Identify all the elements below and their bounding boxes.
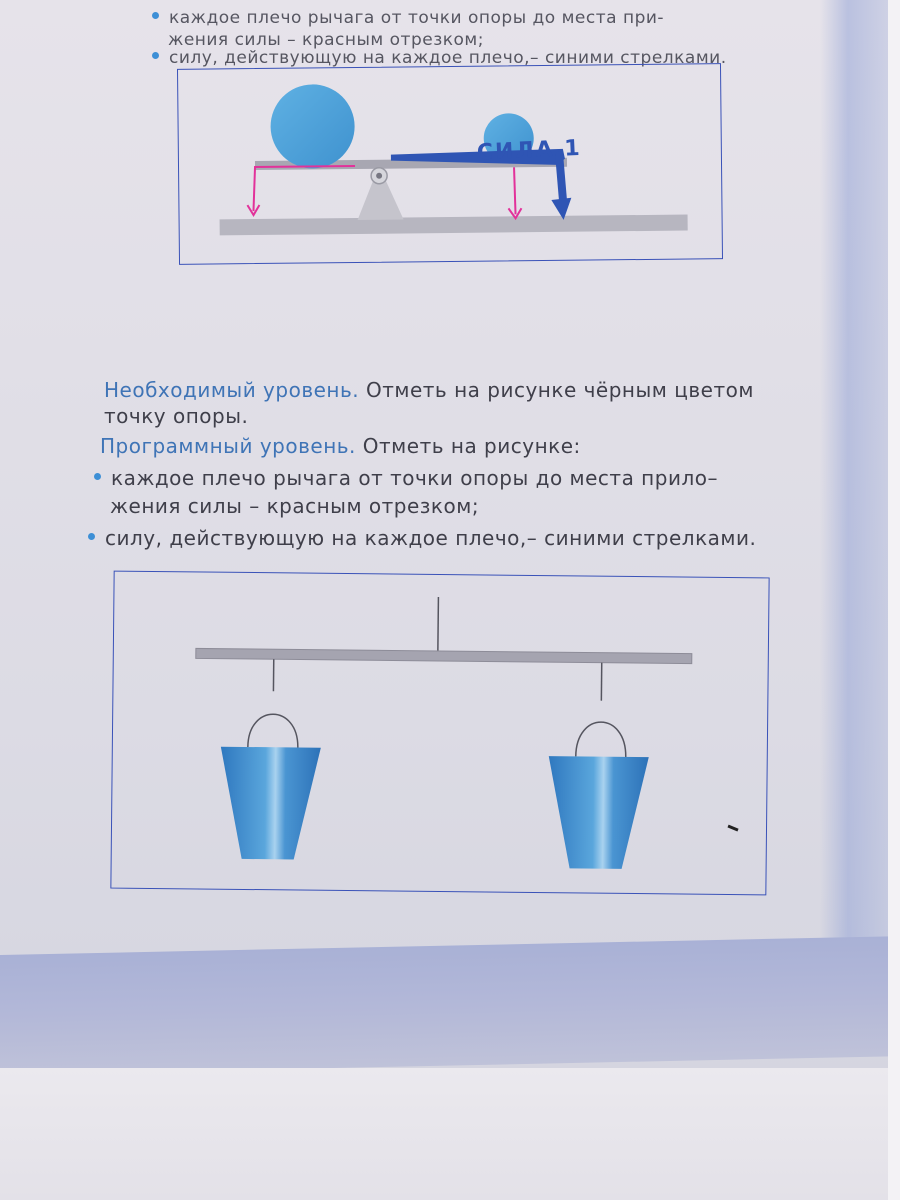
required-level-title: Необходимый уровень. <box>104 378 360 402</box>
handwritten-force-label: СИЛА 1 <box>476 135 583 166</box>
base-plank <box>220 215 688 236</box>
required-level-line-2: точку опоры. <box>104 404 249 428</box>
large-ball <box>270 84 355 169</box>
lower-sheet <box>0 1068 900 1200</box>
right-bucket <box>548 756 649 869</box>
figure-lever-buckets <box>110 571 769 896</box>
suspension-string <box>438 597 439 655</box>
program-level-title: Программный уровень. <box>100 434 356 458</box>
bullet-dot-icon <box>152 52 159 59</box>
pencil-mark <box>728 826 738 830</box>
lever-balls-drawing <box>178 64 722 264</box>
page-shadow-stripe <box>820 0 890 960</box>
bullet-dot-icon <box>94 473 101 480</box>
required-level-text: Отметь на рисунке чёрным цветом <box>366 378 754 402</box>
program-bullet-1-line-1: каждое плечо рычага от точки опоры до места прило– <box>94 466 718 490</box>
program-bullet-2: силу, действующую на каждое плечо,– синими стрелками. <box>88 526 756 550</box>
left-bucket <box>220 747 321 860</box>
program-level-line <box>100 434 581 458</box>
page-right-edge <box>888 0 900 1200</box>
top-bullet-2: силу, действующую на каждое плечо,– синими стрелками. <box>152 48 727 68</box>
figure-lever-balls <box>177 63 723 265</box>
marker-pink-right-line <box>514 167 515 214</box>
lever-bar <box>196 648 692 663</box>
bullet-dot-icon <box>152 12 159 19</box>
program-level-text: Отметь на рисунке: <box>362 434 581 458</box>
bullet-dot-icon <box>88 533 95 540</box>
top-bullet-1-line-1: каждое плечо рычага от точки опоры до места при- <box>152 8 664 28</box>
program-bullet-1-line-2: жения силы – красным отрезком; <box>110 494 480 518</box>
required-level-line-1 <box>104 378 754 402</box>
left-bucket-handle <box>248 714 298 748</box>
marker-pink-left-arm <box>253 166 355 211</box>
lever-buckets-drawing <box>111 572 768 895</box>
top-bullet-1-line-2: жения силы – красным отрезком; <box>168 30 484 50</box>
right-bucket-handle <box>576 722 626 757</box>
next-page-edge <box>0 936 900 1075</box>
